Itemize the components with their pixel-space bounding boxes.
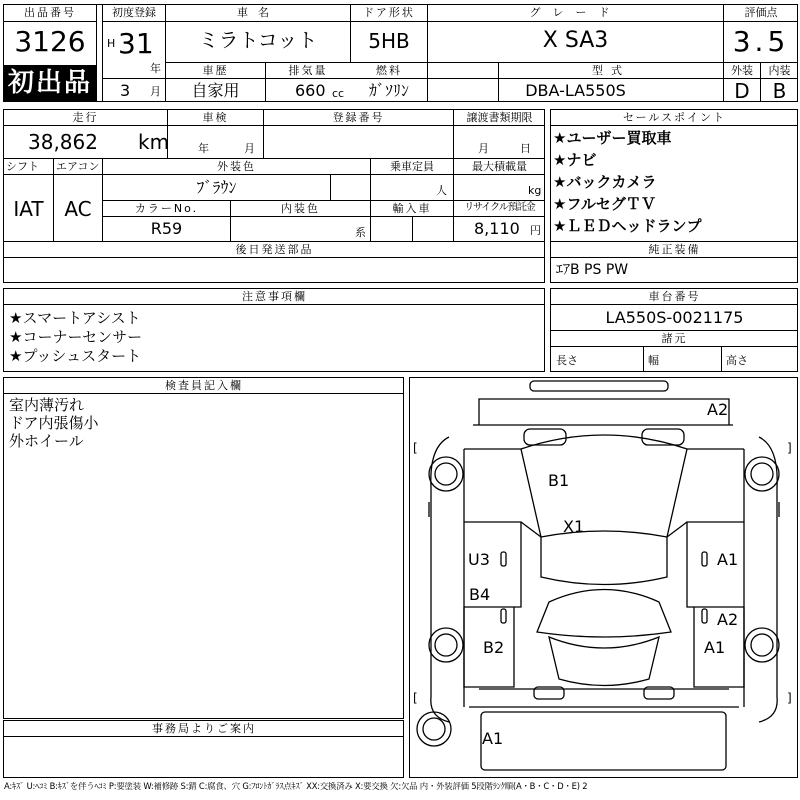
damage-mark: B4 [469, 585, 491, 604]
shift-label: シフト [6, 160, 39, 173]
displacement: 660 [295, 81, 326, 100]
damage-mark: B2 [483, 638, 505, 657]
damage-mark: X1 [563, 517, 585, 536]
reg-year: 31 [118, 27, 154, 60]
damage-mark: U3 [468, 550, 490, 569]
int-color-label: 内装色 [281, 202, 320, 215]
year-unit: 年 [150, 62, 161, 75]
grade-label: グレード [529, 6, 622, 19]
damage-mark: B1 [548, 471, 570, 490]
history: 自家用 [191, 81, 240, 100]
chassis-label: 車台番号 [648, 290, 701, 303]
note-item: ★スマートアシスト [9, 309, 141, 327]
svg-text:]: ] [787, 691, 792, 705]
load-unit: kg [528, 184, 542, 197]
height-label: 高さ [726, 354, 748, 367]
color-number: R59 [150, 219, 183, 238]
score-label: 評価点 [744, 6, 778, 19]
capacity-unit: 人 [436, 184, 447, 197]
import-label: 輸入車 [392, 202, 432, 215]
sales-point-item: ★フルセグＴＶ [553, 195, 656, 213]
disp-label: 排気量 [288, 64, 328, 77]
equipment-label: 純正装備 [648, 243, 701, 256]
damage-mark: A2 [707, 400, 729, 419]
sales-point-item: ★バックカメラ [553, 173, 657, 191]
equipment: ｴｱB PS PW [556, 262, 629, 278]
svg-text:[: [ [413, 691, 418, 705]
disp-unit: cc [332, 87, 345, 100]
mileage-unit: km [138, 130, 170, 154]
car-diagram [409, 377, 798, 778]
note-item: ★プッシュスタート [9, 347, 142, 365]
model-label: 型式 [592, 64, 630, 77]
damage-mark: A1 [704, 638, 726, 657]
door-shape: 5HB [368, 29, 410, 53]
later-parts-label: 後日発送部品 [235, 243, 314, 256]
sales-point-item: ★ユーザー買取車 [553, 129, 672, 147]
recycle-label: リサイクル預託金 [464, 202, 535, 213]
transfer-month-unit: 月 [478, 142, 489, 155]
air-conditioner: AC [64, 197, 92, 221]
length-label: 長さ [556, 354, 578, 367]
month-unit: 月 [150, 85, 161, 98]
int-color-unit: 系 [355, 226, 366, 239]
fuel: ｶﾞｿﾘﾝ [368, 81, 409, 100]
first-listing-badge: 初出品 [4, 65, 96, 101]
car-name-label: 車名 [237, 6, 279, 19]
legend: A:ｷｽﾞ U:ﾍｺﾐ B:ｷｽﾞを伴うﾍｺﾐ P:要塗装 W:補修跡 S:錆 C:腐食、穴 G:ﾌﾛﾝﾄｶﾞﾗｽ点ｷｽﾞ XX:交換済み X:要交換 欠:欠品 内・外装評価 5段階ﾗﾝｸ順(A・B・C・D・E) 2 [4, 782, 588, 791]
reg-no-label: 登録番号 [332, 111, 385, 124]
ac-label: エアコン [56, 160, 100, 173]
mileage: 38,862 [28, 130, 98, 154]
int-label: 内装 [768, 64, 791, 77]
inspection-label: 車検 [202, 111, 229, 124]
chassis-number: LA550S-0021175 [605, 308, 744, 327]
era: H [107, 37, 116, 50]
recycle-unit: 円 [530, 224, 541, 237]
inspector-item: ドア内張傷小 [9, 414, 99, 432]
model-code: DBA-LA550S [525, 81, 626, 100]
first-reg-label: 初度登録 [112, 6, 156, 19]
ext-label: 外装 [731, 64, 753, 77]
lot-number: 3126 [14, 25, 86, 58]
sales-point-item: ★ナビ [553, 151, 597, 169]
transfer-day-unit: 日 [520, 142, 531, 155]
notes-label: 注意事項欄 [242, 290, 307, 303]
recycle-fee: 8,110 [474, 219, 520, 238]
shift: IAT [13, 197, 44, 221]
svg-text:]: ] [787, 441, 792, 455]
mileage-label: 走行 [72, 111, 99, 124]
lot-label: 出品番号 [24, 6, 76, 19]
color-label: 外装色 [217, 160, 256, 173]
transfer-label: 譲渡書類期限 [466, 111, 533, 124]
history-label: 車歴 [202, 64, 229, 77]
int-grade: B [772, 79, 787, 103]
damage-mark: A2 [717, 610, 739, 629]
damage-mark: A1 [482, 729, 504, 748]
svg-text:[: [ [413, 441, 418, 455]
note-item: ★コーナーセンサー [9, 328, 143, 346]
grade: X SA3 [542, 28, 609, 53]
dims-label: 諸元 [661, 332, 688, 345]
insp-month-unit: 月 [244, 142, 255, 155]
door-label: ドア形状 [363, 6, 415, 19]
insp-year-unit: 年 [198, 142, 209, 155]
inspector-item: 室内薄汚れ [9, 396, 85, 414]
sales-points-label: セールスポイント [622, 111, 726, 124]
office-label: 事務局よりご案内 [152, 722, 256, 735]
color-no-label: カラーNo. [134, 202, 199, 215]
fuel-label: 燃料 [376, 64, 402, 77]
capacity-label: 乗車定員 [390, 160, 434, 173]
body-color: ﾌﾞﾗｳﾝ [196, 178, 237, 197]
car-name: ミラトコット [198, 28, 318, 52]
score: 3.5 [732, 25, 790, 58]
width-label: 幅 [648, 354, 659, 367]
damage-mark: A1 [717, 550, 739, 569]
inspector-label: 検査員記入欄 [165, 379, 243, 392]
reg-month: 3 [120, 81, 131, 100]
inspector-item: 外ホイール [9, 432, 84, 450]
ext-grade: D [734, 79, 750, 103]
sales-point-item: ★ＬＥＤヘッドランプ [553, 217, 702, 235]
load-label: 最大積載量 [472, 160, 527, 173]
